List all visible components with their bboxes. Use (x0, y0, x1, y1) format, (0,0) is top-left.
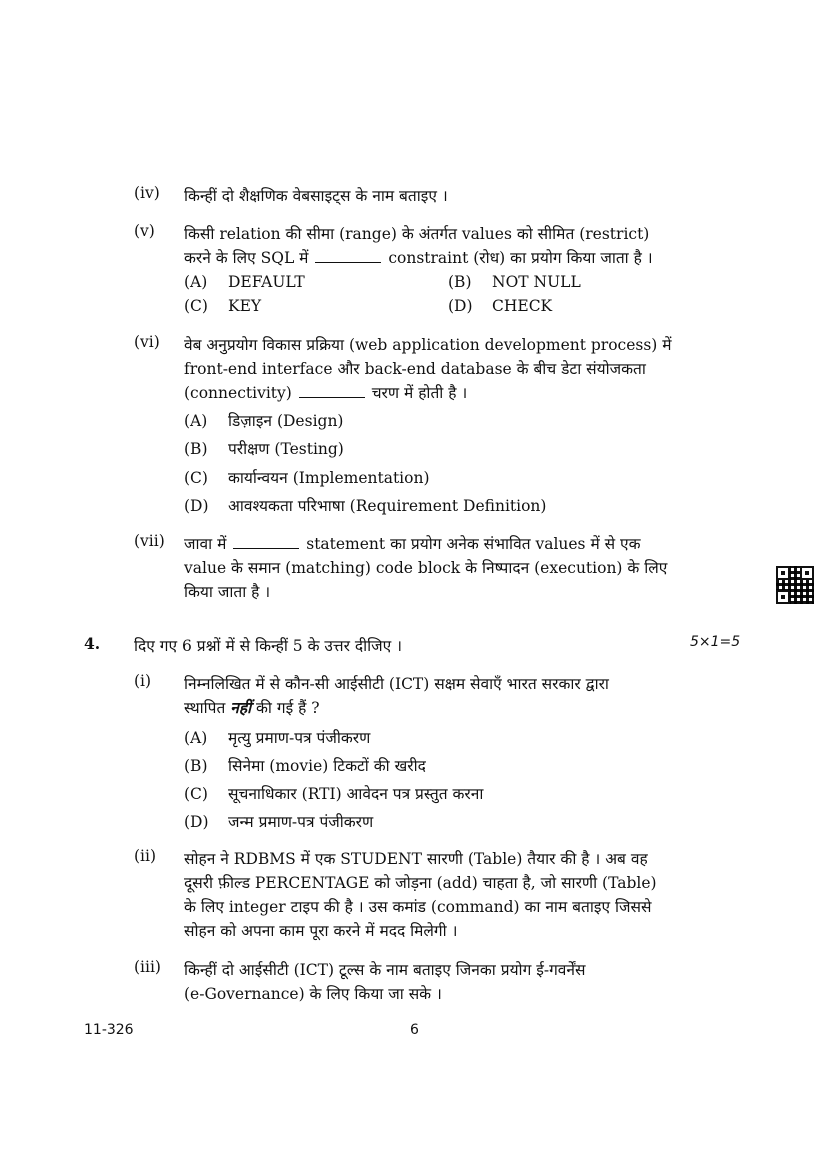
page-number: 6 (410, 1022, 419, 1038)
question-number: (ii) (134, 847, 157, 865)
question-line (184, 696, 704, 720)
option-label: (D) (184, 497, 209, 515)
question-number: (vii) (134, 532, 165, 550)
option-text: डिज़ाइन (Design) (228, 412, 344, 430)
marks-allocation: 5×1=5 (690, 634, 741, 650)
question-number: (v) (134, 222, 155, 240)
option-b (184, 437, 704, 461)
option-b (184, 754, 704, 778)
question-line: किया जाता है । (184, 583, 271, 601)
question-number: (i) (134, 672, 152, 690)
option-d (448, 297, 552, 315)
option-label: (D) (448, 297, 473, 315)
question-line: दूसरी फ़ील्ड PERCENTAGE को जोड़ना (add) चाहता है, जो सारणी (Table) (184, 874, 657, 892)
emphasis-text: नहीं (230, 698, 252, 717)
question-line: निम्नलिखित में से कौन-सी आईसीटी (ICT) सक्षम सेवाएँ भारत सरकार द्वारा (184, 675, 609, 693)
question-text-part: (connectivity) (184, 384, 292, 402)
question-text-part: constraint (रोध) का प्रयोग किया जाता है । (388, 249, 653, 267)
option-c (184, 466, 704, 490)
option-a (184, 409, 704, 433)
question-line: किसी relation की सीमा (range) के अंतर्गत values को सीमित (restrict) (184, 225, 650, 243)
option-a (184, 273, 305, 291)
option-text: जन्म प्रमाण-पत्र पंजीकरण (228, 813, 374, 831)
question-line (184, 532, 704, 556)
question-line: front-end interface और back-end database के बीच डेटा संयोजकता (184, 360, 646, 378)
question-text (184, 958, 704, 1006)
question-text-part: की गई हैं ? (256, 699, 320, 717)
option-label: (C) (184, 785, 208, 803)
options-row (184, 297, 704, 321)
option-text: कार्यान्वयन (Implementation) (228, 469, 430, 487)
option-d (184, 494, 704, 518)
question-line: किन्हीं दो आईसीटी (ICT) टूल्स के नाम बताइए जिनका प्रयोग ई-गवर्नेंस (184, 961, 586, 979)
question-text (184, 532, 704, 604)
question-text: किन्हीं दो शैक्षणिक वेबसाइट्स के नाम बताइए । (184, 187, 448, 205)
options-row (184, 273, 704, 297)
question-text (184, 333, 704, 405)
question-text-part: स्थापित (184, 699, 226, 717)
question-line: value के समान (matching) code block के निष्पादन (execution) के लिए (184, 559, 668, 577)
question-text-part: चरण में होती है । (371, 384, 468, 402)
option-c (184, 782, 704, 806)
question-line: सोहन ने RDBMS में एक STUDENT सारणी (Table) तैयार की है । अब वह (184, 850, 648, 868)
answer-blank (299, 385, 365, 398)
question-text (184, 847, 704, 943)
question-number: (iii) (134, 958, 161, 976)
question-number: (iv) (134, 184, 160, 202)
option-text: सूचनाधिकार (RTI) आवेदन पत्र प्रस्तुत करना (228, 785, 484, 803)
option-label: (C) (184, 297, 208, 315)
question-text-part: जावा में (184, 535, 227, 553)
option-text: DEFAULT (228, 273, 305, 291)
option-text: KEY (228, 297, 262, 315)
question-number: 4. (84, 634, 101, 653)
qr-code-icon (776, 566, 814, 604)
question-instruction: दिए गए 6 प्रश्नों में से किन्हीं 5 के उत्तर दीजिए । (134, 637, 403, 655)
option-label: (B) (448, 273, 472, 291)
question-line (184, 381, 704, 405)
question-line: के लिए integer टाइप की है । उस कमांड (command) का नाम बताइए जिससे (184, 898, 652, 916)
option-text: परीक्षण (Testing) (228, 440, 344, 458)
option-a (184, 726, 704, 750)
option-b (448, 273, 581, 291)
option-label: (B) (184, 757, 208, 775)
question-line (184, 246, 704, 270)
option-text: मृत्यु प्रमाण-पत्र पंजीकरण (228, 729, 371, 747)
option-label: (A) (184, 273, 208, 291)
question-text-part: करने के लिए SQL में (184, 249, 309, 267)
option-label: (B) (184, 440, 208, 458)
option-text: सिनेमा (movie) टिकटों की खरीद (228, 757, 426, 775)
option-d (184, 810, 704, 834)
question-line: सोहन को अपना काम पूरा करने में मदद मिलेगी । (184, 922, 458, 940)
option-text: CHECK (492, 297, 553, 315)
answer-blank (233, 536, 299, 549)
answer-blank (315, 250, 381, 263)
option-label: (C) (184, 469, 208, 487)
option-c (184, 297, 261, 315)
question-line: (e-Governance) के लिए किया जा सके । (184, 985, 442, 1003)
question-line: वेब अनुप्रयोग विकास प्रक्रिया (web application development process) में (184, 336, 672, 354)
option-label: (D) (184, 813, 209, 831)
question-text (184, 672, 704, 720)
option-text: NOT NULL (492, 273, 581, 291)
paper-code: 11-326 (84, 1022, 134, 1038)
question-text-part: statement का प्रयोग अनेक संभावित values में से एक (306, 535, 641, 553)
question-text (184, 222, 704, 270)
option-label: (A) (184, 412, 208, 430)
option-text: आवश्यकता परिभाषा (Requirement Definition) (228, 497, 547, 515)
option-label: (A) (184, 729, 208, 747)
question-number: (vi) (134, 333, 160, 351)
